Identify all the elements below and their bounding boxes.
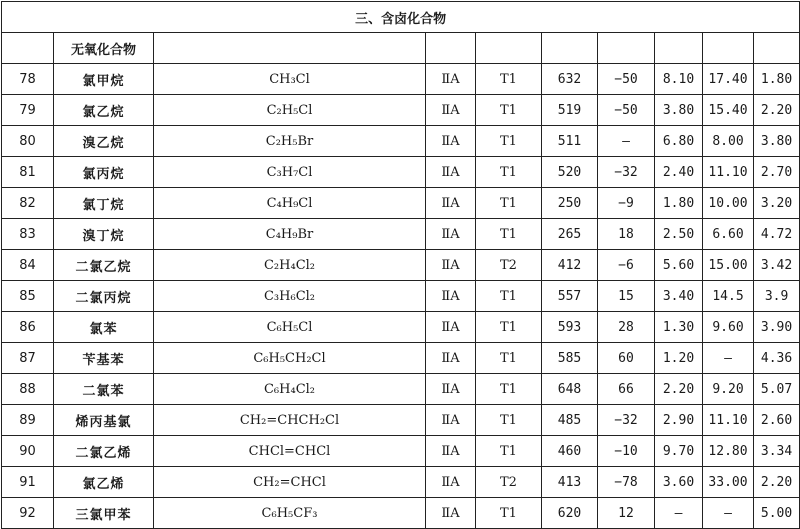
value-col-1: 620: [542, 498, 598, 529]
value-col-1: 460: [542, 436, 598, 467]
temperature-class: T1: [476, 374, 542, 405]
compound-name: 烯丙基氯: [54, 405, 154, 436]
temperature-class: T1: [476, 126, 542, 157]
temperature-class: T1: [476, 343, 542, 374]
gas-group: ⅡA: [426, 436, 476, 467]
gas-group: ⅡA: [426, 64, 476, 95]
gas-group: ⅡA: [426, 467, 476, 498]
value-col-4: 8.00: [703, 126, 754, 157]
table-row: [2, 250, 800, 281]
value-col-4: 11.10: [703, 405, 754, 436]
value-col-4: 6.60: [703, 219, 754, 250]
subsection-header-row: [2, 33, 800, 64]
gas-group: ⅡA: [426, 157, 476, 188]
row-number: 82: [2, 188, 54, 219]
temperature-class: T1: [476, 95, 542, 126]
gas-group: ⅡA: [426, 343, 476, 374]
value-col-2: 66: [598, 374, 655, 405]
value-col-2: —: [598, 126, 655, 157]
value-col-3: 2.90: [655, 405, 703, 436]
chemical-formula: CH₃Cl: [154, 64, 426, 95]
value-col-3: 2.40: [655, 157, 703, 188]
compound-name: 二氯乙烯: [54, 436, 154, 467]
value-col-5: 2.20: [754, 467, 800, 498]
table-row: [2, 405, 800, 436]
temperature-class: T1: [476, 157, 542, 188]
value-col-2: 60: [598, 343, 655, 374]
gas-group: ⅡA: [426, 126, 476, 157]
value-col-1: 632: [542, 64, 598, 95]
value-col-1: 413: [542, 467, 598, 498]
chemical-formula: C₄H₉Cl: [154, 188, 426, 219]
temperature-class: T2: [476, 250, 542, 281]
row-number: 87: [2, 343, 54, 374]
value-col-5: 3.80: [754, 126, 800, 157]
value-col-1: 250: [542, 188, 598, 219]
table-row: [2, 64, 800, 95]
table-row: [2, 157, 800, 188]
empty-cell: [655, 33, 703, 64]
value-col-2: −10: [598, 436, 655, 467]
chemical-formula: C₃H₇Cl: [154, 157, 426, 188]
section-header-row: [2, 2, 800, 33]
row-number: 92: [2, 498, 54, 529]
chemical-formula: C₆H₅CH₂Cl: [154, 343, 426, 374]
chemical-formula: C₆H₄Cl₂: [154, 374, 426, 405]
empty-cell: [754, 33, 800, 64]
value-col-2: −78: [598, 467, 655, 498]
gas-group: ⅡA: [426, 219, 476, 250]
value-col-2: 18: [598, 219, 655, 250]
compound-name: 氯丙烷: [54, 157, 154, 188]
value-col-5: 3.34: [754, 436, 800, 467]
value-col-5: 5.00: [754, 498, 800, 529]
value-col-1: 519: [542, 95, 598, 126]
gas-group: ⅡA: [426, 250, 476, 281]
value-col-2: −50: [598, 95, 655, 126]
row-number: 78: [2, 64, 54, 95]
value-col-4: 14.5: [703, 281, 754, 312]
value-col-3: —: [655, 498, 703, 529]
value-col-3: 3.80: [655, 95, 703, 126]
compound-name: 氯乙烯: [54, 467, 154, 498]
empty-cell: [426, 33, 476, 64]
compound-name: 苄基苯: [54, 343, 154, 374]
empty-cell: [598, 33, 655, 64]
temperature-class: T1: [476, 281, 542, 312]
value-col-5: 2.70: [754, 157, 800, 188]
temperature-class: T1: [476, 219, 542, 250]
value-col-3: 2.50: [655, 219, 703, 250]
value-col-2: 15: [598, 281, 655, 312]
compound-name: 二氯丙烷: [54, 281, 154, 312]
temperature-class: T2: [476, 467, 542, 498]
table-row: [2, 498, 800, 529]
temperature-class: T1: [476, 498, 542, 529]
compound-name: 氯甲烷: [54, 64, 154, 95]
chemical-formula: C₆H₅Cl: [154, 312, 426, 343]
value-col-3: 9.70: [655, 436, 703, 467]
value-col-5: 2.20: [754, 95, 800, 126]
value-col-3: 5.60: [655, 250, 703, 281]
row-number: 85: [2, 281, 54, 312]
value-col-3: 3.60: [655, 467, 703, 498]
value-col-4: 10.00: [703, 188, 754, 219]
gas-group: ⅡA: [426, 312, 476, 343]
row-number: 91: [2, 467, 54, 498]
value-col-4: 11.10: [703, 157, 754, 188]
gas-group: ⅡA: [426, 498, 476, 529]
table-row: [2, 95, 800, 126]
row-number: 88: [2, 374, 54, 405]
chemical-formula: C₂H₅Br: [154, 126, 426, 157]
compound-name: 溴丁烷: [54, 219, 154, 250]
value-col-2: −50: [598, 64, 655, 95]
gas-group: ⅡA: [426, 405, 476, 436]
value-col-4: 9.60: [703, 312, 754, 343]
table-row: [2, 126, 800, 157]
table-row: [2, 281, 800, 312]
compound-name: 二氯苯: [54, 374, 154, 405]
table-row: [2, 467, 800, 498]
table-row: [2, 312, 800, 343]
table-row: [2, 188, 800, 219]
chemical-formula: C₂H₄Cl₂: [154, 250, 426, 281]
value-col-5: 4.72: [754, 219, 800, 250]
value-col-3: 1.80: [655, 188, 703, 219]
value-col-1: 585: [542, 343, 598, 374]
row-number: 81: [2, 157, 54, 188]
compound-name: 二氯乙烷: [54, 250, 154, 281]
value-col-5: 3.90: [754, 312, 800, 343]
value-col-2: −32: [598, 405, 655, 436]
value-col-4: 15.00: [703, 250, 754, 281]
compound-name: 溴乙烷: [54, 126, 154, 157]
value-col-4: —: [703, 498, 754, 529]
data-table: [1, 1, 800, 529]
value-col-3: 1.20: [655, 343, 703, 374]
compound-name: 三氯甲苯: [54, 498, 154, 529]
value-col-3: 3.40: [655, 281, 703, 312]
value-col-3: 1.30: [655, 312, 703, 343]
value-col-5: 3.20: [754, 188, 800, 219]
value-col-4: —: [703, 343, 754, 374]
chemical-formula: C₃H₆Cl₂: [154, 281, 426, 312]
chemical-formula: CH₂=CHCH₂Cl: [154, 405, 426, 436]
temperature-class: T1: [476, 436, 542, 467]
empty-cell: [703, 33, 754, 64]
value-col-5: 1.80: [754, 64, 800, 95]
value-col-1: 485: [542, 405, 598, 436]
value-col-1: 412: [542, 250, 598, 281]
chemical-formula: CH₂=CHCl: [154, 467, 426, 498]
value-col-5: 5.07: [754, 374, 800, 405]
chemical-formula: C₆H₅CF₃: [154, 498, 426, 529]
value-col-5: 4.36: [754, 343, 800, 374]
value-col-4: 9.20: [703, 374, 754, 405]
value-col-1: 648: [542, 374, 598, 405]
value-col-2: −32: [598, 157, 655, 188]
temperature-class: T1: [476, 64, 542, 95]
empty-cell: [2, 33, 54, 64]
value-col-2: 28: [598, 312, 655, 343]
value-col-4: 17.40: [703, 64, 754, 95]
empty-cell: [542, 33, 598, 64]
compound-name: 氯苯: [54, 312, 154, 343]
value-col-1: 265: [542, 219, 598, 250]
value-col-1: 593: [542, 312, 598, 343]
table-row: [2, 219, 800, 250]
value-col-2: 12: [598, 498, 655, 529]
table-row: [2, 374, 800, 405]
value-col-2: −9: [598, 188, 655, 219]
section-title: 三、含卤化合物: [2, 2, 800, 33]
value-col-3: 6.80: [655, 126, 703, 157]
value-col-4: 33.00: [703, 467, 754, 498]
value-col-2: −6: [598, 250, 655, 281]
value-col-3: 8.10: [655, 64, 703, 95]
row-number: 80: [2, 126, 54, 157]
value-col-3: 2.20: [655, 374, 703, 405]
row-number: 79: [2, 95, 54, 126]
chemical-formula: CHCl=CHCl: [154, 436, 426, 467]
chemical-formula: C₂H₅Cl: [154, 95, 426, 126]
table-row: [2, 343, 800, 374]
table-row: [2, 436, 800, 467]
row-number: 83: [2, 219, 54, 250]
value-col-1: 520: [542, 157, 598, 188]
gas-group: ⅡA: [426, 281, 476, 312]
value-col-1: 557: [542, 281, 598, 312]
value-col-5: 3.42: [754, 250, 800, 281]
row-number: 84: [2, 250, 54, 281]
empty-cell: [154, 33, 426, 64]
value-col-4: 12.80: [703, 436, 754, 467]
temperature-class: T1: [476, 312, 542, 343]
temperature-class: T1: [476, 405, 542, 436]
value-col-5: 3.9: [754, 281, 800, 312]
gas-group: ⅡA: [426, 374, 476, 405]
value-col-1: 511: [542, 126, 598, 157]
empty-cell: [476, 33, 542, 64]
value-col-5: 2.60: [754, 405, 800, 436]
gas-group: ⅡA: [426, 95, 476, 126]
row-number: 86: [2, 312, 54, 343]
subsection-title: 无氧化合物: [54, 33, 154, 64]
chemical-formula: C₄H₉Br: [154, 219, 426, 250]
row-number: 89: [2, 405, 54, 436]
row-number: 90: [2, 436, 54, 467]
compound-name: 氯丁烷: [54, 188, 154, 219]
compound-name: 氯乙烷: [54, 95, 154, 126]
value-col-4: 15.40: [703, 95, 754, 126]
gas-group: ⅡA: [426, 188, 476, 219]
temperature-class: T1: [476, 188, 542, 219]
